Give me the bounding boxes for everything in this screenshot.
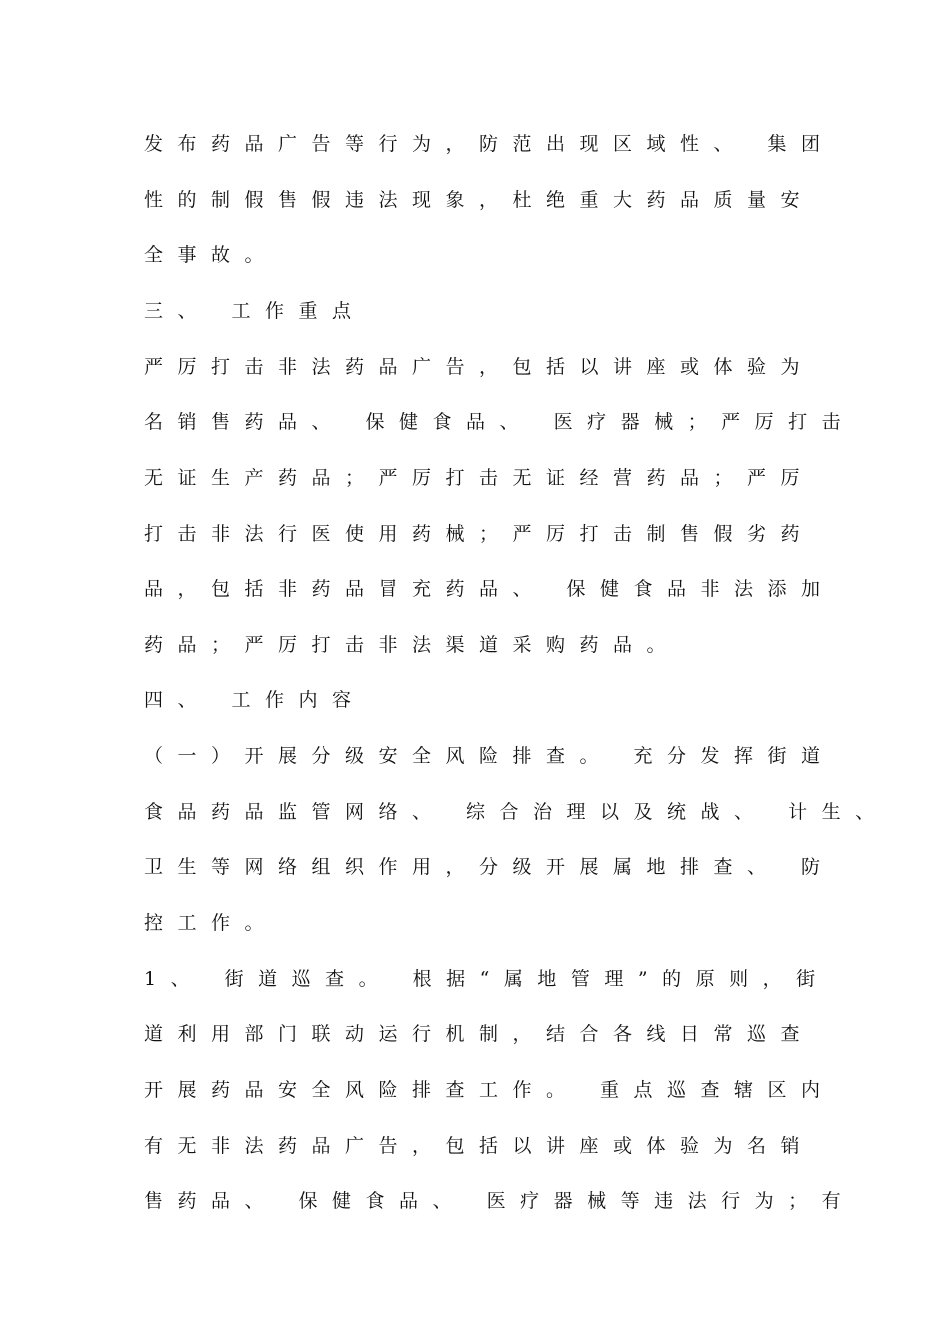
text-line: 售药品、 保健食品、 医疗器械等违法行为；有	[144, 1190, 856, 1212]
text-line: 无证生产药品；严厉打击无证经营药品；严厉	[144, 467, 815, 489]
text-line: （一）开展分级安全风险排查。 充分发挥街道	[144, 745, 835, 767]
text-line: 卫生等网络组织作用，分级开展属地排查、 防	[144, 856, 835, 878]
text-line: 道利用部门联动运行机制，结合各线日常巡查	[144, 1023, 815, 1045]
section-heading: 四、 工作内容	[144, 689, 366, 711]
text-line: 严厉打击非法药品广告，包括以讲座或体验为	[144, 356, 815, 378]
text-line: 性的制假售假违法现象，杜绝重大药品质量安	[144, 189, 815, 211]
text-line: 药品；严厉打击非法渠道采购药品。	[144, 634, 681, 656]
text-line: 控工作。	[144, 912, 279, 934]
text-line: 1、 街道巡查。 根据“属地管理”的原则，街	[144, 968, 830, 990]
text-line: 打击非法行医使用药械；严厉打击制售假劣药	[144, 523, 815, 545]
text-line: 全事故。	[144, 244, 279, 266]
text-line: 有无非法药品广告，包括以讲座或体验为名销	[144, 1135, 815, 1157]
text-line: 名销售药品、 保健食品、 医疗器械；严厉打击	[144, 411, 856, 433]
text-line: 开展药品安全风险排查工作。 重点巡查辖区内	[144, 1079, 835, 1101]
section-heading: 三、 工作重点	[144, 300, 366, 322]
text-line: 品，包括非药品冒充药品、 保健食品非法添加	[144, 578, 835, 600]
text-line: 食品药品监管网络、 综合治理以及统战、 计生、	[144, 801, 889, 823]
text-line: 发布药品广告等行为，防范出现区域性、 集团	[144, 133, 835, 155]
